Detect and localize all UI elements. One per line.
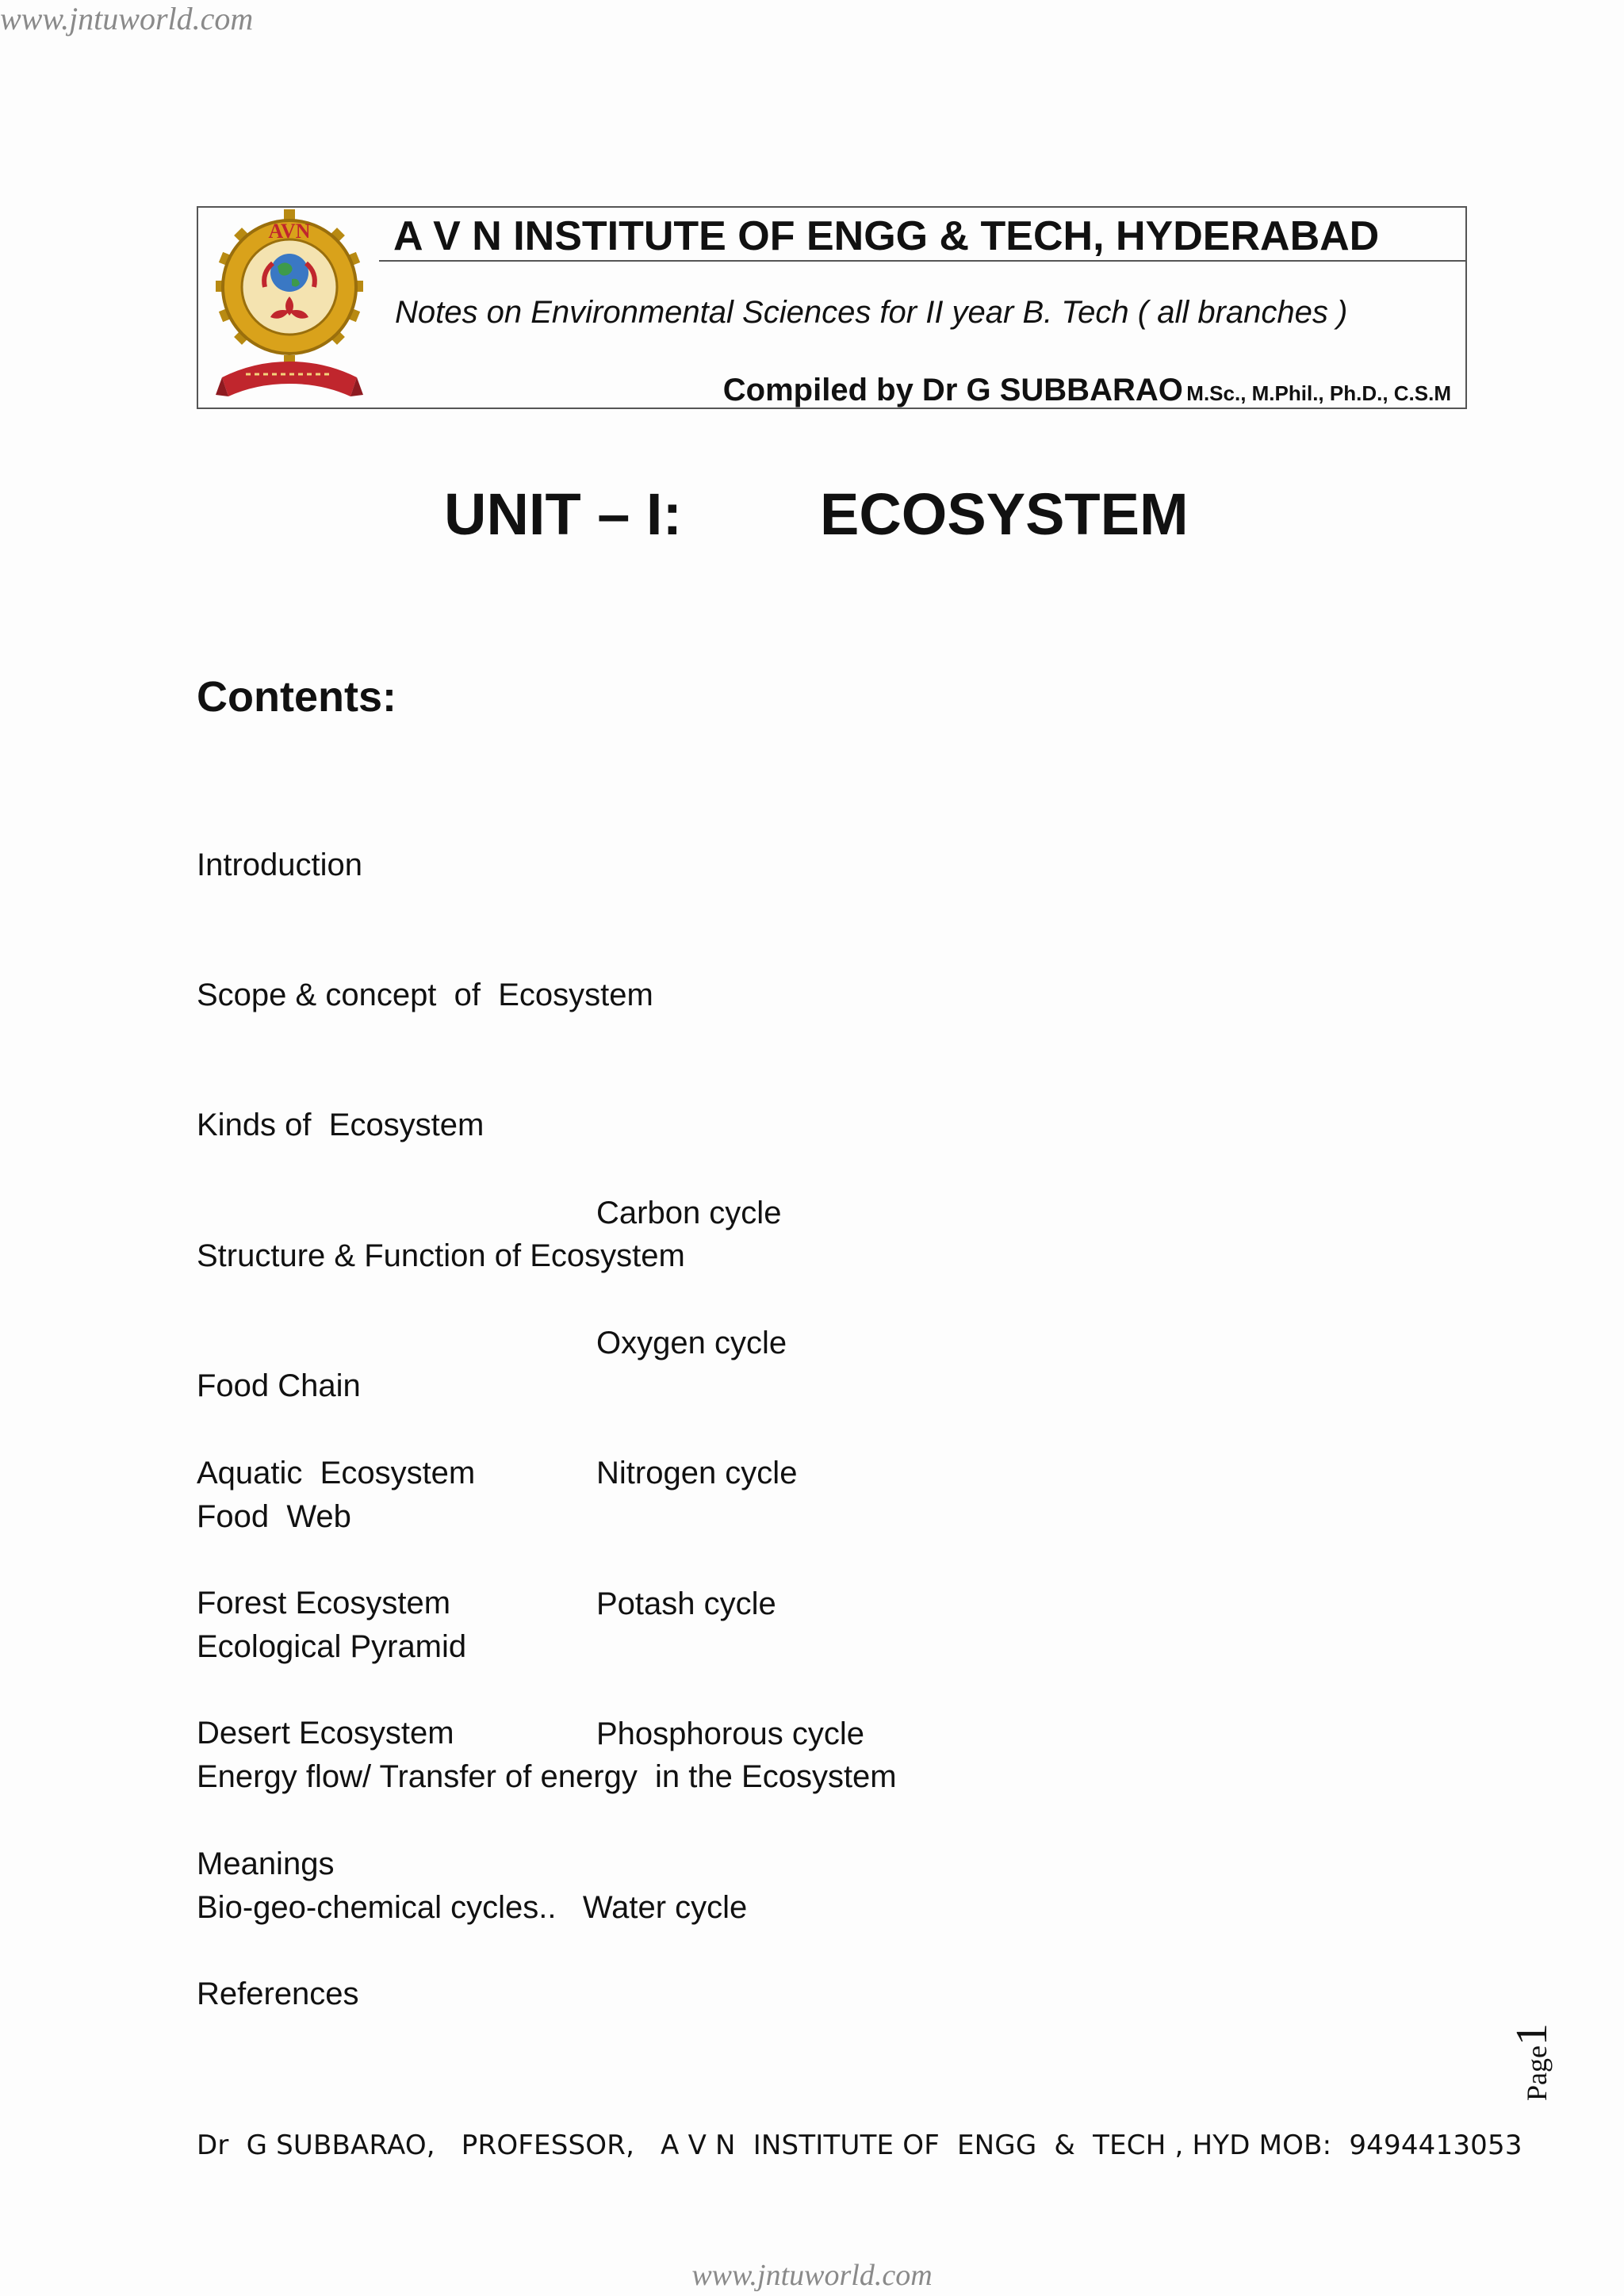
contents-item: Desert Ecosystem bbox=[197, 1716, 454, 1751]
contents-item: Introduction bbox=[197, 847, 363, 882]
contents-item: Ecological Pyramid bbox=[197, 1628, 467, 1664]
contents-item: Food Web bbox=[197, 1498, 351, 1534]
page-label: Page bbox=[1521, 2045, 1553, 2101]
notes-subtitle: Notes on Environmental Sciences for II year B. Tech ( all branches ) bbox=[395, 295, 1348, 330]
cycle-item: Oxygen cycle bbox=[596, 1325, 787, 1360]
contents-item: Scope & concept of Ecosystem bbox=[197, 977, 653, 1012]
page-number-marker bbox=[1507, 1990, 1562, 2101]
contents-list-continued bbox=[197, 1364, 475, 2060]
compiled-by-line bbox=[723, 373, 1451, 408]
contents-item: Kinds of Ecosystem bbox=[197, 1108, 485, 1143]
footer-text: Dr G SUBBARAO, PROFESSOR, A V N INSTITUTE OF ENGG & TECH , HYD MOB: 9494413053 bbox=[197, 2130, 1522, 2161]
contents-item: Meanings bbox=[197, 1846, 335, 1881]
logo-text: AVN bbox=[268, 220, 311, 243]
cycle-item: Potash cycle bbox=[596, 1586, 776, 1621]
contents-item: Bio-geo-chemical cycles.. Water cycle bbox=[197, 1889, 748, 1925]
header-divider bbox=[379, 260, 1465, 262]
page-number: 1 bbox=[1507, 2023, 1557, 2046]
avn-institute-crest-icon bbox=[214, 208, 365, 408]
watermark-top: www.jntuworld.com bbox=[0, 1, 254, 36]
contents-item: Aquatic Ecosystem bbox=[197, 1455, 476, 1490]
cycle-item: Carbon cycle bbox=[596, 1195, 782, 1230]
unit-subject: ECOSYSTEM bbox=[820, 481, 1189, 547]
cycle-item: Phosphorous cycle bbox=[596, 1716, 864, 1752]
institute-name: A V N INSTITUTE OF ENGG & TECH, HYDERABAD bbox=[393, 213, 1380, 259]
compiled-by-name: Compiled by Dr G SUBBARAO bbox=[722, 373, 1183, 408]
contents-item: Food Chain bbox=[197, 1368, 361, 1404]
cycles-sublist bbox=[596, 1104, 864, 1800]
contents-heading: Contents: bbox=[197, 673, 396, 721]
watermark-bottom: www.jntuworld.com bbox=[691, 2259, 933, 2292]
contents-item: Structure & Function of Ecosystem bbox=[197, 1238, 685, 1273]
cycle-item: Nitrogen cycle bbox=[596, 1456, 798, 1491]
contents-item: Energy flow/ Transfer of energy in the Ecosystem bbox=[197, 1759, 897, 1795]
contents-item: References bbox=[197, 1976, 359, 2012]
header-box bbox=[197, 206, 1467, 409]
contents-item: Forest Ecosystem bbox=[197, 1585, 451, 1621]
institute-logo bbox=[198, 208, 379, 408]
unit-label: UNIT – I: bbox=[444, 481, 683, 547]
compiled-by-qualifications: M.Sc., M.Phil., Ph.D., C.S.M bbox=[1186, 381, 1451, 405]
